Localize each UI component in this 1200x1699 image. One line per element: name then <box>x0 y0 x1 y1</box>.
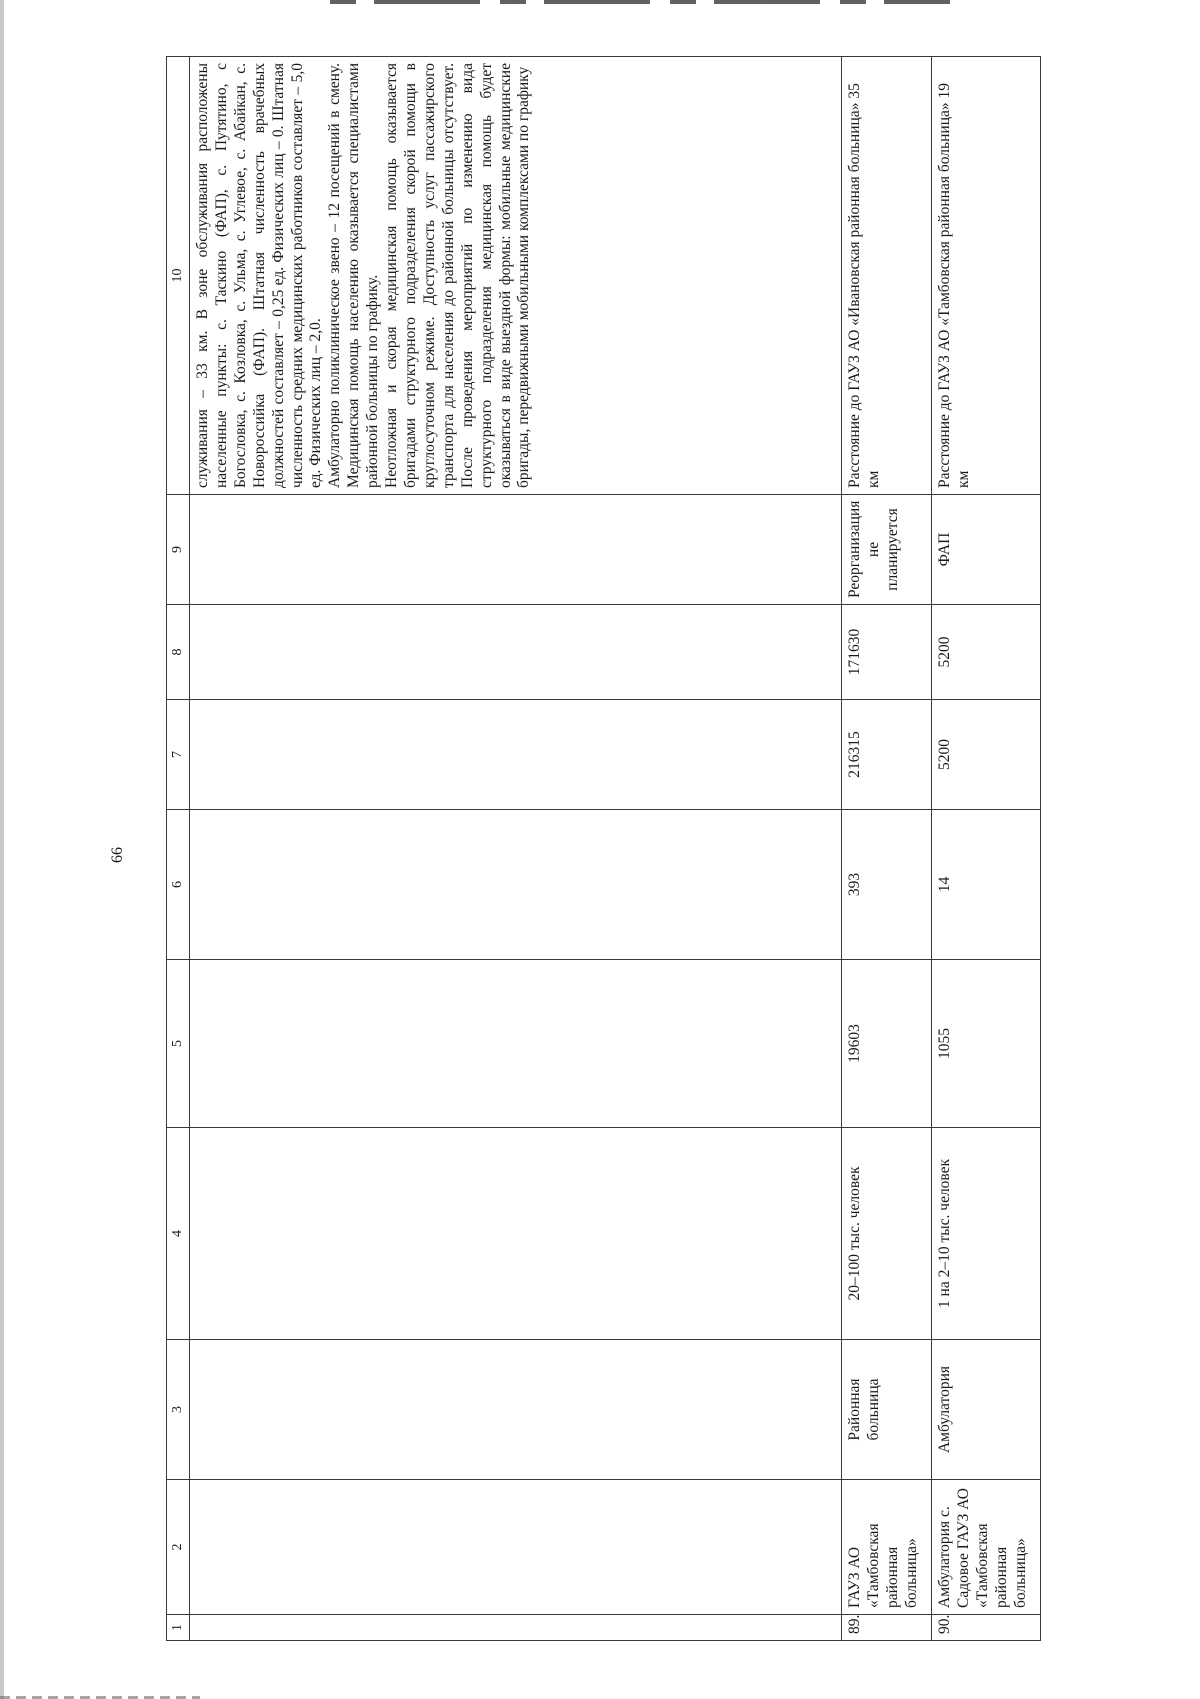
col-number: 10 <box>167 57 190 495</box>
facility-type: Амбулатория <box>932 1340 1041 1480</box>
scan-edge <box>0 0 4 1699</box>
continuation-notes <box>190 57 842 495</box>
column-number-row <box>167 57 190 1641</box>
distance-note: Расстояние до ГАУЗ АО «Ивановская районная больница» 35 км <box>842 57 932 495</box>
value-col7: 5200 <box>932 700 1041 810</box>
value-col5: 19603 <box>842 960 932 1128</box>
value-col5: 1055 <box>932 960 1041 1128</box>
population-norm: 1 на 2–10 тыс. человек <box>932 1128 1041 1340</box>
col-number: 8 <box>167 605 190 700</box>
col-number: 6 <box>167 810 190 960</box>
value-col6: 393 <box>842 810 932 960</box>
continuation-row <box>190 57 842 1641</box>
col-number: 2 <box>167 1480 190 1615</box>
value-col8: 5200 <box>932 605 1041 700</box>
col-number: 4 <box>167 1128 190 1340</box>
notes-paragraph: Неотложная и скорая медицинская помощь оказывается бригадами структурного подразделения скорой помощи в круглосуточном режиме. Доступность услуг пассажирского транспорта для населения до районной больницы отсутствует. После проведения мероприятий по изменению вида структурного подразделения медицинская помощь будет оказываться в виде выездной формы: мобильные медицинские бригады, передвижными мобильными комплексами по графику <box>383 63 533 488</box>
value-col8: 171630 <box>842 605 932 700</box>
col-number: 9 <box>167 495 190 605</box>
reorganization-status: Реорганизация не планируется <box>842 495 932 605</box>
institution-name: Амбулатория с. Садовое ГАУЗ АО «Тамбовская районная больница» <box>932 1480 1041 1615</box>
facility-type: Районная больница <box>842 1340 932 1480</box>
scan-top-artifact <box>330 0 950 4</box>
table-row <box>842 57 932 1641</box>
table-row <box>932 57 1041 1641</box>
register-table <box>166 56 1041 1641</box>
col-number: 1 <box>167 1615 190 1641</box>
row-index: 89. <box>842 1615 932 1641</box>
value-col7: 216315 <box>842 700 932 810</box>
population-norm: 20–100 тыс. человек <box>842 1128 932 1340</box>
value-col6: 14 <box>932 810 1041 960</box>
col-number: 3 <box>167 1340 190 1480</box>
notes-paragraph: Амбулаторно поликлиническое звено – 12 посещений в смену. Медицинская помощь населению оказывается специалистами районной больницы по графику. <box>326 63 382 488</box>
col-number: 5 <box>167 960 190 1128</box>
notes-paragraph: служивания – 33 км. В зоне обслуживания расположены населенные пункты: с. Таскино (ФАП), с. Путятино, с Богословка, с. Козловка, с. Ульма, с. Углевое, с. Абайкан, с. Новороссийка (ФАП). Штатная численность врачебных должностей составляет – 0,25 ед. Физических лиц – 0. Штатная численность средних медицинских работников составляет – 5,0 ед. Физических лиц – 2,0. <box>194 63 325 488</box>
distance-note: Расстояние до ГАУЗ АО «Тамбовская районная больница» 19 км <box>932 57 1041 495</box>
row-index: 90. <box>932 1615 1041 1641</box>
page-number: 66 <box>109 847 126 863</box>
rotated-table-frame <box>166 57 1035 1641</box>
reorganization-status: ФАП <box>932 495 1041 605</box>
col-number: 7 <box>167 700 190 810</box>
institution-name: ГАУЗ АО «Тамбовская районная больница» <box>842 1480 932 1615</box>
